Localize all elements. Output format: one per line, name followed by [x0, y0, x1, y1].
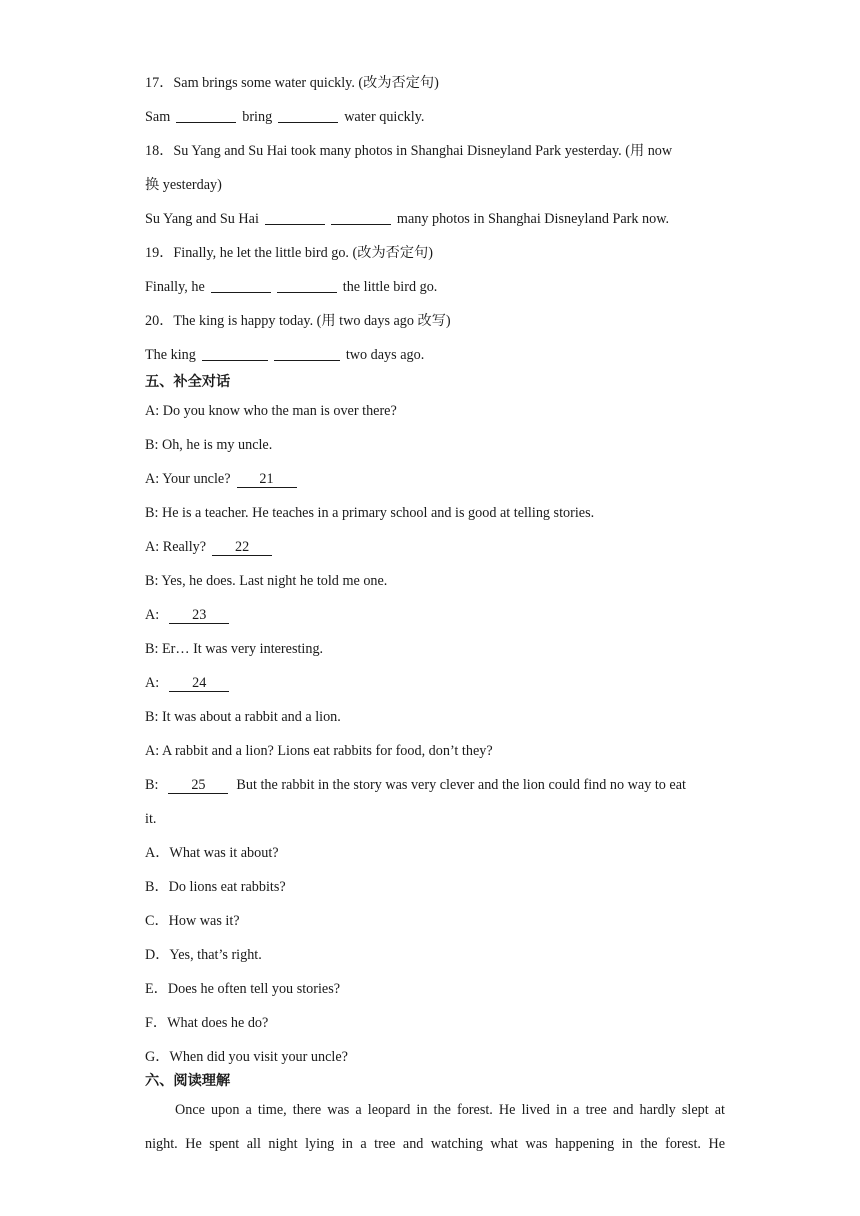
- question-19-prompt: 19．Finally, he let the little bird go. (改为否定句): [145, 245, 433, 261]
- option-c: C．How was it?: [145, 913, 240, 929]
- question-17-answer-line: [145, 108, 725, 126]
- text-fragment: Finally, he: [145, 279, 205, 295]
- answer-blank-24[interactable]: 24: [169, 676, 229, 692]
- dialogue-line: A: Do you know who the man is over there?: [145, 403, 397, 419]
- answer-blank-25[interactable]: 25: [168, 778, 228, 794]
- text-fragment: Sam: [145, 109, 171, 125]
- question-19-answer-line: [145, 278, 725, 296]
- dialogue-line: [145, 776, 725, 794]
- option-d: D．Yes, that’s right.: [145, 947, 262, 963]
- reading-paragraph-line: Once upon a time, there was a leopard in the forest. He lived in a tree and hardly slept at: [175, 1102, 725, 1118]
- section-6-heading: 六、阅读理解: [145, 1073, 231, 1089]
- text-fragment: two days ago.: [345, 347, 425, 363]
- reading-paragraph-line: night. He spent all night lying in a tree and watching what was happening in the forest. He: [145, 1136, 725, 1152]
- question-18-prompt: 18．Su Yang and Su Hai took many photos in Shanghai Disneyland Park yesterday. (用 now: [145, 143, 673, 159]
- text-fragment: Su Yang and Su Hai: [145, 211, 259, 227]
- answer-blank[interactable]: [202, 346, 268, 361]
- dialogue-line: [145, 674, 725, 692]
- dialogue-line: A: A rabbit and a lion? Lions eat rabbits for food, don’t they?: [145, 743, 493, 759]
- answer-blank-22[interactable]: 22: [212, 540, 272, 556]
- dialogue-line: B: Er… It was very interesting.: [145, 641, 324, 657]
- text-fragment: A: Really?: [145, 539, 207, 555]
- dialogue-line-cont: it.: [145, 811, 157, 827]
- option-e: E．Does he often tell you stories?: [145, 981, 341, 997]
- text-fragment: A: Your uncle?: [145, 471, 231, 487]
- option-a: A．What was it about?: [145, 845, 279, 861]
- answer-blank[interactable]: [277, 278, 337, 293]
- answer-blank-21[interactable]: 21: [237, 472, 297, 488]
- dialogue-line: B: It was about a rabbit and a lion.: [145, 709, 341, 725]
- option-g: G．When did you visit your uncle?: [145, 1049, 348, 1065]
- section-5-heading: 五、补全对话: [145, 374, 231, 390]
- question-18-answer-line: [145, 210, 725, 228]
- dialogue-line: B: He is a teacher. He teaches in a primary school and is good at telling stories.: [145, 505, 595, 521]
- text-fragment: many photos in Shanghai Disneyland Park now.: [396, 211, 670, 227]
- text-fragment: But the rabbit in the story was very clever and the lion could find no way to eat: [236, 777, 686, 793]
- text-fragment: The king: [145, 347, 196, 363]
- answer-blank[interactable]: [265, 210, 325, 225]
- answer-blank[interactable]: [278, 108, 338, 123]
- question-20-prompt: 20．The king is happy today. (用 two days ago 改写): [145, 313, 451, 329]
- answer-blank-23[interactable]: 23: [169, 608, 229, 624]
- option-f: F．What does he do?: [145, 1015, 269, 1031]
- question-18-prompt-cont: 换 yesterday): [145, 177, 222, 193]
- dialogue-line: B: Oh, he is my uncle.: [145, 437, 273, 453]
- dialogue-line: [145, 606, 725, 624]
- answer-blank[interactable]: [211, 278, 271, 293]
- answer-blank[interactable]: [331, 210, 391, 225]
- question-20-answer-line: [145, 346, 725, 364]
- text-fragment: A:: [145, 607, 160, 623]
- text-fragment: B:: [145, 777, 159, 793]
- option-b: B．Do lions eat rabbits?: [145, 879, 286, 895]
- text-fragment: bring: [242, 109, 273, 125]
- text-fragment: the little bird go.: [342, 279, 438, 295]
- answer-blank[interactable]: [176, 108, 236, 123]
- dialogue-line: [145, 538, 725, 556]
- answer-blank[interactable]: [274, 346, 340, 361]
- text-fragment: A:: [145, 675, 160, 691]
- question-17-prompt: 17．Sam brings some water quickly. (改为否定句): [145, 75, 439, 91]
- text-fragment: water quickly.: [344, 109, 425, 125]
- dialogue-line: B: Yes, he does. Last night he told me one.: [145, 573, 388, 589]
- dialogue-line: [145, 470, 725, 488]
